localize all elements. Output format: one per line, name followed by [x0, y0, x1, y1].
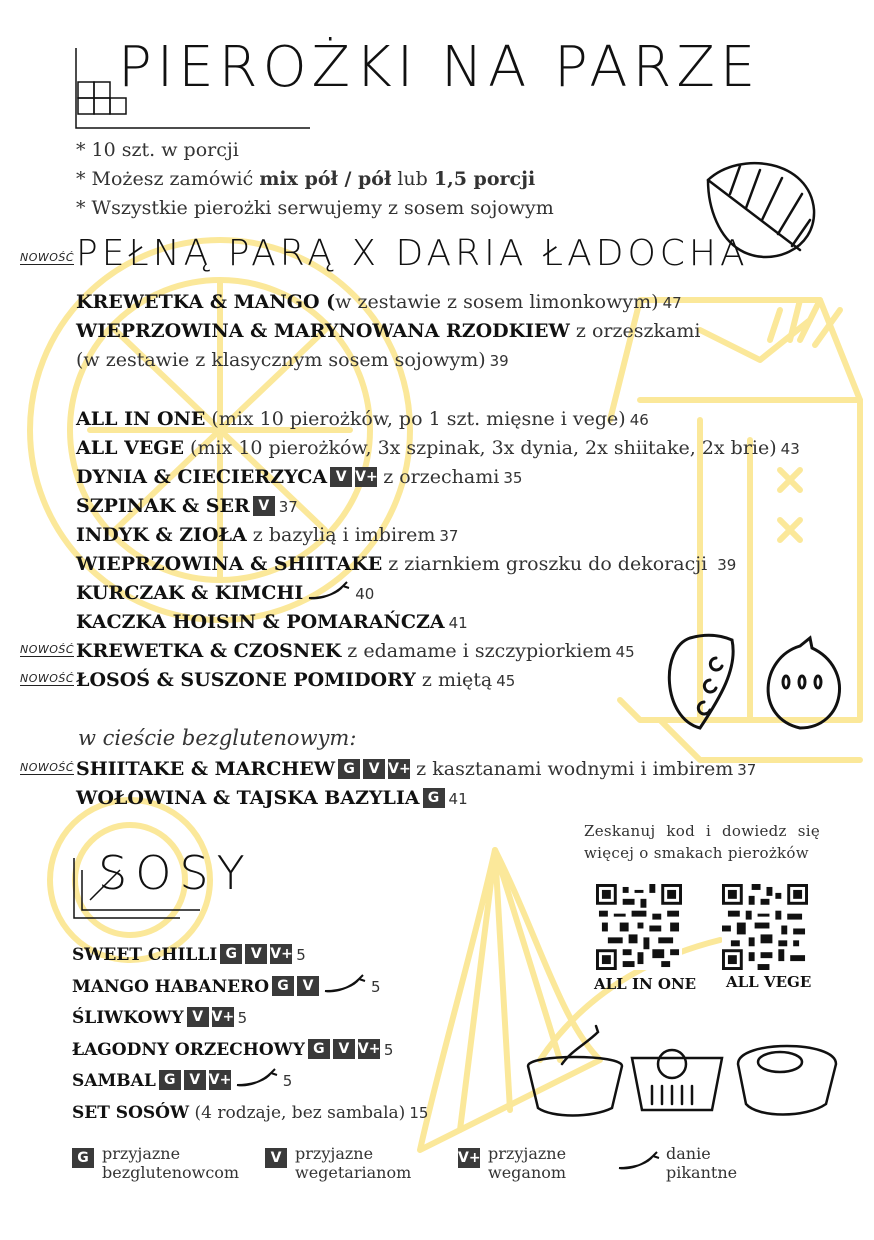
list-item: SZPINAK & SER V 37: [76, 495, 298, 517]
new-badge: NOWOŚĆ: [20, 761, 75, 774]
gluten-free-badge: G: [308, 1039, 330, 1059]
list-item: ALL IN ONE (mix 10 pierożków, po 1 szt. mięsne i vege) 46: [76, 408, 649, 430]
list-item: SHIITAKE & MARCHEW G V V+ z kasztanami wodnymi i imbirem 37: [76, 758, 757, 780]
gluten-free-badge: G: [72, 1148, 94, 1168]
vegetarian-badge: V: [363, 759, 385, 779]
list-item: SWEET CHILLI G V V+ 5: [72, 945, 306, 965]
new-badge: NOWOŚĆ: [20, 251, 75, 264]
qr-caption: Zeskanuj kod i dowiedz się więcej o smakach pierożków: [584, 822, 820, 862]
list-item: KREWETKA & CZOSNEK z edamame i szczypiorkiem 45: [76, 640, 635, 662]
sauce-bowl-icon: [522, 1024, 842, 1120]
vegetarian-badge: V: [333, 1039, 355, 1059]
page-title: PIEROŻKI NA PARZE: [118, 35, 761, 100]
gluten-free-heading: w cieście bezglutenowym:: [78, 726, 357, 750]
vegan-badge: V+: [208, 1072, 232, 1088]
list-item: INDYK & ZIOŁA z bazylią i imbirem 37: [76, 524, 459, 546]
list-item-continuation: (w zestawie z klasycznym sosem sojowym) 39: [76, 349, 509, 371]
qr-code-icon[interactable]: [596, 884, 682, 970]
vegetarian-badge: V: [297, 976, 319, 996]
list-item: ŁAGODNY ORZECHOWY G V V+ 5: [72, 1039, 394, 1060]
chili-pepper-icon: [323, 973, 367, 995]
collab-list: [76, 288, 856, 375]
menu-notes: [76, 136, 554, 223]
new-badge: NOWOŚĆ: [20, 643, 75, 656]
vegan-badge: V+: [270, 946, 293, 962]
list-item: KREWETKA & MANGO (w zestawie z sosem limonkowym) 47: [76, 291, 682, 313]
list-item: ŚLIWKOWY V V+ 5: [72, 1008, 248, 1028]
note-mix: * Możesz zamówić mix pół / pół lub 1,5 porcji: [76, 168, 536, 190]
gluten-free-badge: G: [272, 976, 294, 996]
collab-title: PEŁNĄ PARĄ X DARIA ŁADOCHA: [76, 233, 749, 274]
vegetarian-badge: V: [184, 1070, 206, 1090]
vegan-badge: V+: [458, 1150, 481, 1166]
vegan-badge: V+: [388, 761, 411, 777]
gluten-free-list: [76, 755, 856, 813]
vegetarian-badge: V: [253, 496, 275, 516]
list-item: WOŁOWINA & TAJSKA BAZYLIA G 41: [76, 787, 468, 809]
sauces-title: SOSY: [98, 846, 253, 900]
list-item: SET SOSÓW (4 rodzaje, bez sambala) 15: [72, 1102, 429, 1123]
list-item: ALL VEGE (mix 10 pierożków, 3x szpinak, 3x dynia, 2x shiitake, 2x brie) 43: [76, 437, 800, 459]
qr-code-icon[interactable]: [722, 884, 808, 970]
list-item: KACZKA HOISIN & POMARAŃCZA 41: [76, 611, 468, 633]
qr-label-all-vege: ALL VEGE: [726, 973, 812, 991]
qr-label-all-in-one: ALL IN ONE: [594, 975, 697, 993]
list-item: ŁOSOŚ & SUSZONE POMIDORY z miętą 45: [76, 669, 516, 691]
gluten-free-badge: G: [220, 944, 242, 964]
vegetarian-badge: V: [245, 944, 267, 964]
note-portion: * 10 szt. w porcji: [76, 139, 239, 161]
list-item: DYNIA & CIECIERZYCA V V+ z orzechami 35: [76, 466, 523, 488]
sauce-list: [72, 940, 492, 1129]
gluten-free-badge: G: [338, 759, 360, 779]
note-soy: * Wszystkie pierożki serwujemy z sosem sojowym: [76, 197, 554, 219]
gluten-free-badge: G: [159, 1070, 181, 1090]
list-item: SAMBAL G V V+ 5: [72, 1066, 492, 1098]
vegan-badge: V+: [357, 1040, 381, 1057]
chili-pepper-icon: [235, 1067, 279, 1089]
vegetarian-badge: V: [265, 1148, 287, 1168]
list-item: MANGO HABANERO G V 5: [72, 972, 492, 1004]
vegetarian-badge: V: [330, 467, 352, 487]
list-item: WIEPRZOWINA & MARYNOWANA RZODKIEW z orzeszkami: [76, 320, 701, 342]
list-item: WIEPRZOWINA & SHIITAKE z ziarnkiem groszku do dekoracji 39: [76, 553, 737, 575]
chili-pepper-icon: [616, 1150, 662, 1172]
vegetarian-badge: V: [187, 1007, 209, 1027]
chili-pepper-icon: [307, 580, 351, 602]
vegan-badge: V+: [211, 1009, 235, 1025]
list-item: KURCZAK & KIMCHI 40: [76, 582, 375, 604]
new-badge: NOWOŚĆ: [20, 672, 75, 685]
vegan-badge: V+: [355, 469, 378, 485]
dumpling-list: [76, 405, 856, 695]
gluten-free-badge: G: [423, 788, 445, 808]
